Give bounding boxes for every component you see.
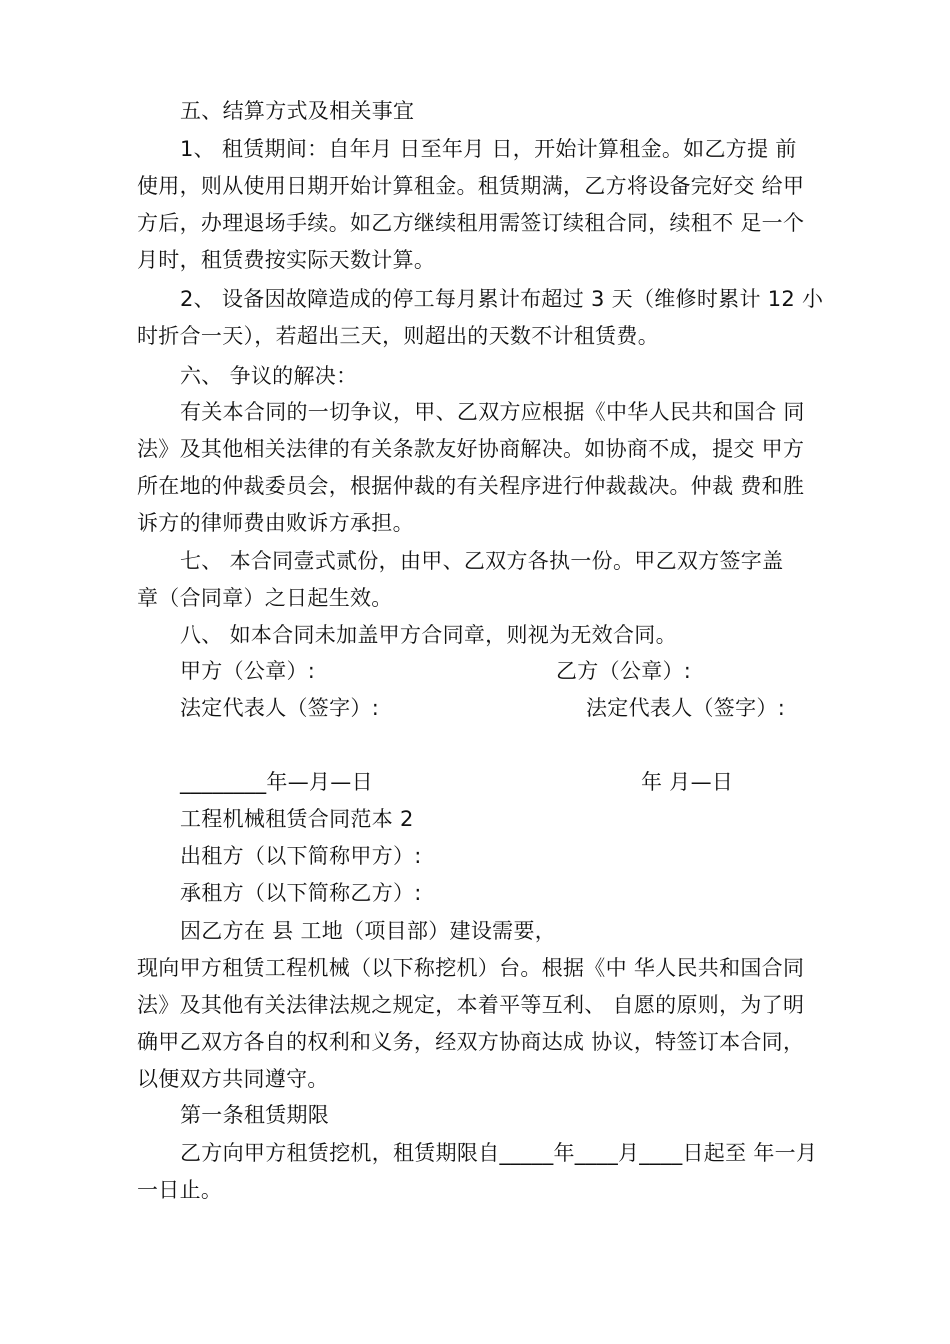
paragraph-line: 乙方向甲方租赁挖机，租赁期限自_____年____月____日起至 年一月 [180,1141,818,1165]
party-a-date: ________年—月—日 [180,770,373,794]
party-a-seal-label: 甲方（公章）: [180,659,316,683]
paragraph-line: 法》及其他有关法律法规之规定，本着平等互利、 自愿的原则，为了明 [137,993,805,1017]
section-5-heading: 五、结算方式及相关事宜 [180,99,415,123]
party-b-representative-label: 法定代表人（签字）: [586,696,786,720]
paragraph-line: 以便双方共同遵守。 [137,1067,329,1091]
lessor-label: 出租方（以下简称甲方）: [180,844,422,868]
paragraph-line: 月时，租赁费按实际天数计算。 [137,248,436,272]
paragraph-line: 诉方的律师费由败诉方承担。 [137,511,414,535]
party-b-seal-label: 乙方（公章）: [556,659,692,683]
paragraph-line: 现向甲方租赁工程机械（以下称挖机）台。根据《中 华人民共和国合同 [137,956,805,980]
article-1-heading: 第一条租赁期限 [180,1103,330,1127]
paragraph-line: 八、 如本合同未加盖甲方合同章，则视为无效合同。 [180,623,677,647]
paragraph-line: 1、 租赁期间：自年月 日至年月 日，开始计算租金。如乙方提 前 [180,137,797,161]
paragraph-line: 一日止。 [137,1178,223,1202]
paragraph-line: 2、 设备因故障造成的停工每月累计布超过 3 天（维修时累计 12 小 [180,287,824,311]
paragraph-line: 因乙方在 县 工地（项目部）建设需要， [180,919,557,943]
contract-2-title: 工程机械租赁合同范本 2 [180,807,414,831]
paragraph-line: 有关本合同的一切争议，甲、乙双方应根据《中华人民共和国合 同 [180,400,805,424]
paragraph-line: 使用，则从使用日期开始计算租金。租赁期满，乙方将设备完好交 给甲 [137,174,805,198]
paragraph-line: 章（合同章）之日起生效。 [137,586,393,610]
paragraph-line: 法》及其他相关法律的有关条款友好协商解决。如协商不成，提交 甲方 [137,437,805,461]
paragraph-line: 七、 本合同壹式贰份，由甲、乙双方各执一份。甲乙双方签字盖 [180,549,784,573]
party-b-date: 年 月—日 [641,770,734,794]
paragraph-line: 时折合一天），若超出三天，则超出的天数不计租赁费。 [137,324,659,348]
paragraph-line: 所在地的仲裁委员会，根据仲裁的有关程序进行仲裁裁决。仲裁 费和胜 [137,474,805,498]
section-6-heading: 六、 争议的解决： [180,364,358,388]
lessee-label: 承租方（以下简称乙方）: [180,881,422,905]
paragraph-line: 方后，办理退场手续。如乙方继续租用需签订续租合同，续租不 足一个 [137,211,805,235]
paragraph-line: 确甲乙双方各自的权利和义务，经双方协商达成 协议，特签订本合同， [137,1030,805,1054]
party-a-representative-label: 法定代表人（签字）: [180,696,380,720]
